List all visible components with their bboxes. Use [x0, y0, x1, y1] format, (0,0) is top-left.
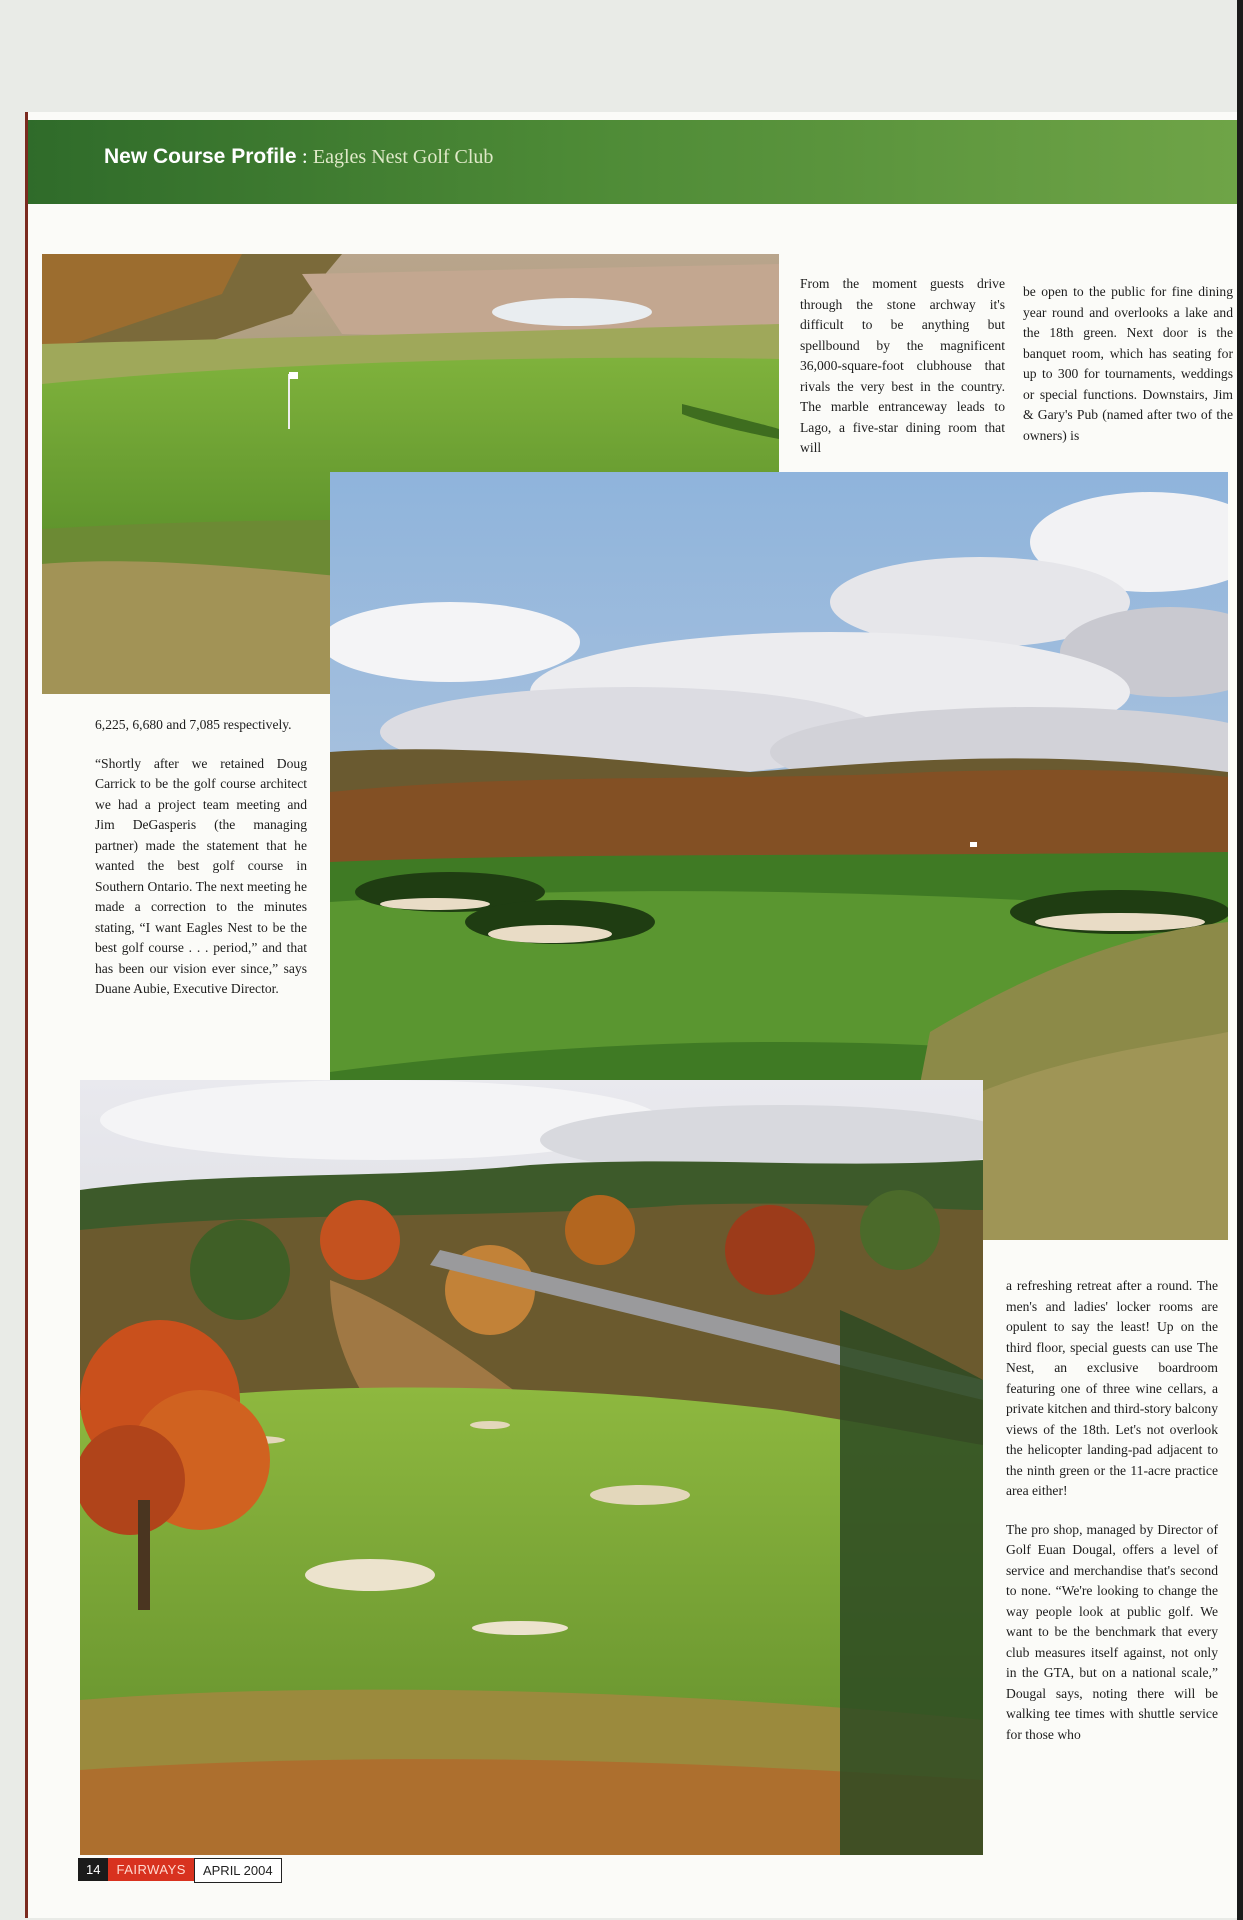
- scan-edge: [1237, 0, 1243, 1920]
- paragraph: 6,225, 6,680 and 7,085 respectively.: [95, 717, 292, 732]
- paragraph: From the moment guests drive through the stone archway it's difficult to be anything but spellbound by the magnificent 36,000-square-foot clubhouse that rivals the very best in the country. The marble entranceway leads to Lago, a five-star dining room that will: [800, 276, 1005, 455]
- paragraph: “Shortly after we retained Doug Carrick to be the golf course architect we had a project team meeting and Jim DeGasperis (the managing partner) made the statement that he wanted the best golf course in Southern Ontario. The next meeting he made a correction to the minutes stating, “I want Eagles Nest to be the best golf course . . . period,” and that has been our vision ever since,” says Duane Aubie, Executive Director.: [95, 755, 307, 996]
- section-header-bar: [28, 120, 1238, 204]
- course-name: Eagles Nest Golf Club: [312, 146, 494, 168]
- photo-autumn-course: [80, 1080, 983, 1855]
- section-header: [104, 144, 493, 169]
- text-column-right: [1006, 1276, 1218, 1763]
- text-column-top-right: [1023, 282, 1233, 464]
- magazine-name: FAIRWAYS: [108, 1858, 194, 1881]
- section-label: New Course Profile: [104, 145, 297, 168]
- page-number: 14: [78, 1858, 108, 1881]
- issue-date: APRIL 2004: [194, 1858, 282, 1883]
- text-column-top-left: [800, 274, 1005, 477]
- paragraph: a refreshing retreat after a round. The men's and ladies' locker rooms are opulent to say the least! Up on the third floor, special guests can use The Nest, an exclusive boardroom featuring one of three wine cellars, a private kitchen and third-story balcony views of the 18th. Let's not overlook the helicopter landing-pad adjacent to the ninth green or the 11-acre practice area either!: [1006, 1278, 1218, 1498]
- paragraph: be open to the public for fine dining year round and overlooks a lake and the 18th green. Next door is the banquet room, which has seating for up to 300 for tournaments, weddings or special functions. Downstairs, Jim & Gary's Pub (named after two of the owners) is: [1023, 284, 1233, 443]
- header-separator: :: [296, 144, 313, 168]
- text-column-left: [95, 715, 307, 1018]
- page-footer: [78, 1858, 282, 1881]
- paragraph: The pro shop, managed by Director of Golf Euan Dougal, offers a level of service and merchandise that's second to none. “We're looking to change the way people look at public golf. We want to be the benchmark that every club measures itself against, not only in the GTA, but on a national scale,” Dougal says, noting there will be walking tee times with shuttle service for those who: [1006, 1521, 1218, 1742]
